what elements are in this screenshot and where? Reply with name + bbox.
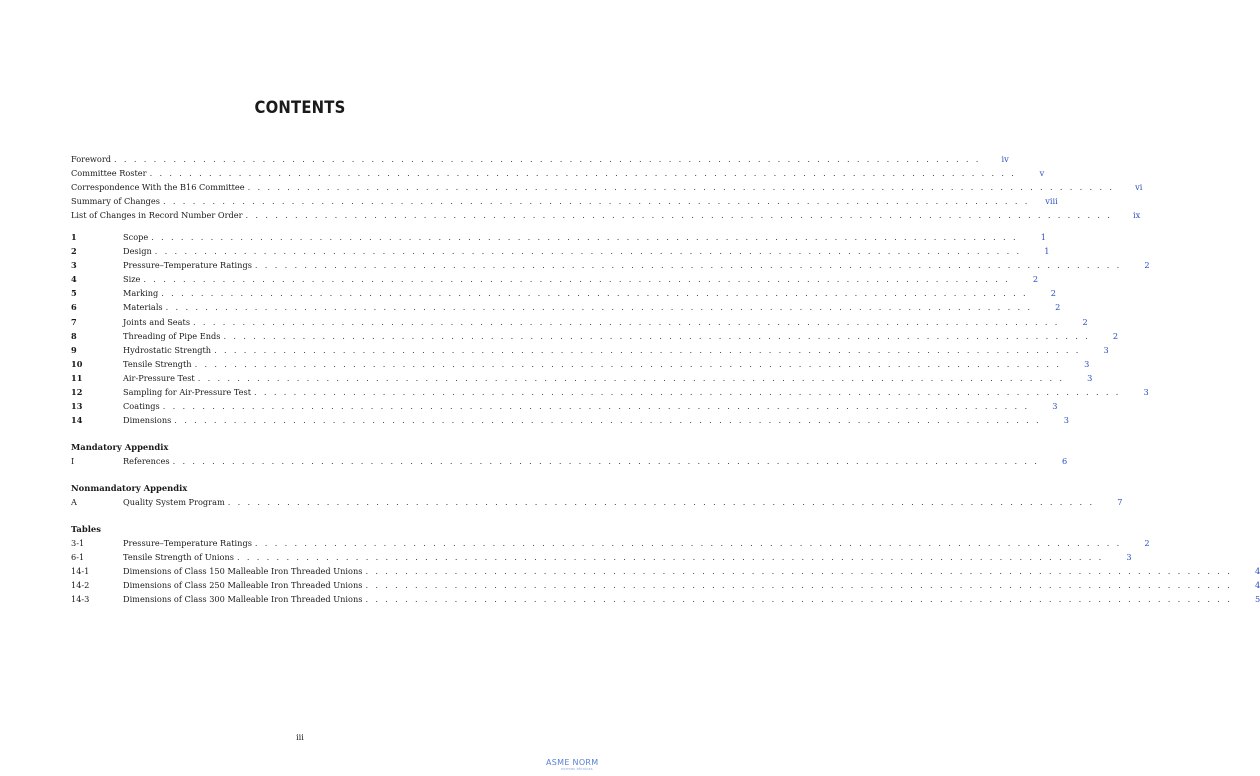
toc-entry[interactable]	[71, 343, 1109, 357]
dot-leader: . . . . . . . . . . . . . . . . . . . . . . . . . . . . . . . . . . . . . . . . . . . . . . . . . . . . . . . . . . . . . . . . . . . . . . . . . . . . . . . . . . . . . . . .	[254, 538, 1122, 549]
dot-leader: . . . . . . . . . . . . . . . . . . . . . . . . . . . . . . . . . . . . . . . . . . . . . . . . . . . . . . . . . . . . . . . . . . . . . . . . . . . . . . . . . . . . . . . .	[149, 168, 1017, 179]
toc-entry[interactable]	[71, 286, 1056, 300]
page-link[interactable]: 2	[1144, 538, 1150, 549]
tables-list	[71, 536, 1260, 606]
dot-leader: . . . . . . . . . . . . . . . . . . . . . . . . . . . . . . . . . . . . . . . . . . . . . . . . . . . . . . . . . . . . . . . . . . . . . . . . . . . . . . . . . . . . . . . .	[151, 232, 1018, 243]
toc-entry[interactable]	[71, 550, 1132, 564]
page-link[interactable]: 1	[1044, 246, 1050, 257]
tables-heading: Tables	[71, 524, 101, 535]
toc-entry[interactable]	[71, 272, 1039, 286]
page-title: CONTENTS	[254, 98, 346, 117]
entry-number: 13	[71, 400, 83, 411]
dot-leader: . . . . . . . . . . . . . . . . . . . . . . . . . . . . . . . . . . . . . . . . . . . . . . . . . . . . . . . . . . . . . . . . . . . . . . . . . . . . . . . . . . . . . . . .	[143, 274, 1011, 285]
toc-entry[interactable]	[71, 208, 1141, 222]
toc-entry[interactable]	[71, 300, 1061, 314]
entry-label: Dimensions of Class 250 Malleable Iron Threaded Unions	[123, 580, 363, 591]
entry-number: 5	[71, 288, 77, 299]
page-link[interactable]: 1	[1040, 232, 1046, 243]
entry-number: 12	[71, 386, 83, 397]
mandatory-appendix-list	[71, 454, 1068, 468]
entry-label: Tensile Strength	[123, 358, 192, 369]
entry-label: Size	[123, 274, 141, 285]
page-link[interactable]: 3	[1143, 386, 1149, 397]
page-number: iii	[296, 732, 304, 742]
page-link[interactable]: 3	[1126, 552, 1132, 563]
dot-leader: . . . . . . . . . . . . . . . . . . . . . . . . . . . . . . . . . . . . . . . . . . . . . . . . . . . . . . . . . . . . . . . . . . . . . . . . . . . . . . . . . . . . . . . .	[227, 497, 1095, 508]
toc-entry[interactable]	[71, 578, 1260, 592]
page-link[interactable]: 2	[1055, 302, 1061, 313]
entry-number: 14-2	[71, 580, 90, 591]
watermark-subtext: normas técnicas	[561, 767, 593, 771]
dot-leader: . . . . . . . . . . . . . . . . . . . . . . . . . . . . . . . . . . . . . . . . . . . . . . . . . . . . . . . . . . . . . . . . . . . . . . . . . . . . . . . . . . . . . . . .	[162, 196, 1030, 207]
toc-entry[interactable]	[71, 230, 1046, 244]
entry-label: Dimensions of Class 150 Malleable Iron Threaded Unions	[123, 566, 363, 577]
entry-number: 14	[71, 414, 83, 425]
toc-entry[interactable]	[71, 244, 1050, 258]
entry-label: Design	[123, 246, 152, 257]
entry-number: 2	[71, 246, 77, 257]
entry-number: 14-3	[71, 594, 90, 605]
entry-label: Materials	[123, 302, 163, 313]
page-link[interactable]: 4	[1254, 566, 1260, 577]
entry-number: 3	[71, 260, 77, 271]
toc-entry[interactable]	[71, 166, 1045, 180]
entry-number: A	[71, 497, 77, 508]
dot-leader: . . . . . . . . . . . . . . . . . . . . . . . . . . . . . . . . . . . . . . . . . . . . . . . . . . . . . . . . . . . . . . . . . . . . . . . . . . . . . . . . . . . . . . . .	[247, 182, 1115, 193]
dot-leader: . . . . . . . . . . . . . . . . . . . . . . . . . . . . . . . . . . . . . . . . . . . . . . . . . . . . . . . . . . . . . . . . . . . . . . . . . . . . . . . . . . . . . . . .	[193, 316, 1060, 327]
toc-entry[interactable]	[71, 371, 1093, 385]
table-of-contents	[71, 152, 1260, 606]
dot-leader: . . . . . . . . . . . . . . . . . . . . . . . . . . . . . . . . . . . . . . . . . . . . . . . . . . . . . . . . . . . . . . . . . . . . . . . . . . . . . . . . . . . . . . . .	[161, 288, 1028, 299]
page-link[interactable]: 6	[1062, 455, 1068, 466]
toc-entry[interactable]	[71, 454, 1068, 468]
entry-label: Committee Roster	[71, 168, 147, 179]
entry-label: Dimensions	[123, 414, 172, 425]
entry-label: Threading of Pipe Ends	[123, 330, 221, 341]
entry-label: Marking	[123, 288, 159, 299]
entry-label: Dimensions of Class 300 Malleable Iron Threaded Unions	[123, 594, 363, 605]
dot-leader: . . . . . . . . . . . . . . . . . . . . . . . . . . . . . . . . . . . . . . . . . . . . . . . . . . . . . . . . . . . . . . . . . . . . . . . . . . . . . . . . . . . . . . . .	[114, 154, 981, 164]
dot-leader: . . . . . . . . . . . . . . . . . . . . . . . . . . . . . . . . . . . . . . . . . . . . . . . . . . . . . . . . . . . . . . . . . . . . . . . . . . . . . . . . . . . . . . . .	[365, 594, 1233, 605]
entry-label: References	[123, 455, 170, 466]
nonmandatory-appendix-list	[71, 495, 1123, 509]
entry-label: Hydrostatic Strength	[123, 344, 212, 355]
dot-leader: . . . . . . . . . . . . . . . . . . . . . . . . . . . . . . . . . . . . . . . . . . . . . . . . . . . . . . . . . . . . . . . . . . . . . . . . . . . . . . . . . . . . . . . .	[154, 246, 1022, 257]
entry-number: 11	[71, 372, 83, 383]
dot-leader: . . . . . . . . . . . . . . . . . . . . . . . . . . . . . . . . . . . . . . . . . . . . . . . . . . . . . . . . . . . . . . . . . . . . . . . . . . . . . . . . . . . . . . . .	[254, 260, 1122, 271]
dot-leader: . . . . . . . . . . . . . . . . . . . . . . . . . . . . . . . . . . . . . . . . . . . . . . . . . . . . . . . . . . . . . . . . . . . . . . . . . . . . . . . . . . . . . . . .	[245, 210, 1113, 221]
entry-number: 6-1	[71, 552, 85, 563]
dot-leader: . . . . . . . . . . . . . . . . . . . . . . . . . . . . . . . . . . . . . . . . . . . . . . . . . . . . . . . . . . . . . . . . . . . . . . . . . . . . . . . . . . . . . . . .	[214, 344, 1081, 355]
toc-entry[interactable]	[71, 399, 1058, 413]
page-link[interactable]: 2	[1144, 260, 1150, 271]
entry-label: Joints and Seats	[123, 316, 191, 327]
page-link[interactable]: 3	[1063, 414, 1069, 425]
entry-number: 10	[71, 358, 83, 369]
entry-label: Pressure–Temperature Ratings	[123, 538, 252, 549]
dot-leader: . . . . . . . . . . . . . . . . . . . . . . . . . . . . . . . . . . . . . . . . . . . . . . . . . . . . . . . . . . . . . . . . . . . . . . . . . . . . . . . . . . . . . . . .	[223, 330, 1091, 341]
page-link[interactable]: 3	[1084, 358, 1090, 369]
toc-entry[interactable]	[71, 592, 1260, 606]
dot-leader: . . . . . . . . . . . . . . . . . . . . . . . . . . . . . . . . . . . . . . . . . . . . . . . . . . . . . . . . . . . . . . . . . . . . . . . . . . . . . . . . . . . . . . . .	[236, 552, 1104, 563]
page-link[interactable]: 7	[1117, 497, 1123, 508]
toc-entry[interactable]	[71, 315, 1088, 329]
dot-leader: . . . . . . . . . . . . . . . . . . . . . . . . . . . . . . . . . . . . . . . . . . . . . . . . . . . . . . . . . . . . . . . . . . . . . . . . . . . . . . . . . . . . . . . .	[162, 400, 1030, 411]
entry-number: 8	[71, 330, 77, 341]
entry-label: List of Changes in Record Number Order	[71, 210, 243, 221]
dot-leader: . . . . . . . . . . . . . . . . . . . . . . . . . . . . . . . . . . . . . . . . . . . . . . . . . . . . . . . . . . . . . . . . . . . . . . . . . . . . . . . . . . . . . . . .	[194, 358, 1062, 369]
toc-entry[interactable]	[71, 564, 1260, 578]
toc-entry[interactable]	[71, 495, 1123, 509]
page-link[interactable]: 2	[1032, 274, 1039, 285]
page-link[interactable]: vi	[1135, 182, 1143, 193]
toc-entry[interactable]	[71, 413, 1069, 427]
entry-label: Air-Pressure Test	[123, 372, 195, 383]
page-link[interactable]: 3	[1103, 344, 1109, 355]
entry-label: Sampling for Air-Pressure Test	[123, 386, 252, 397]
entry-number: 9	[71, 344, 77, 355]
dot-leader: . . . . . . . . . . . . . . . . . . . . . . . . . . . . . . . . . . . . . . . . . . . . . . . . . . . . . . . . . . . . . . . . . . . . . . . . . . . . . . . . . . . . . . . .	[365, 580, 1233, 591]
entry-label: Quality System Program	[123, 497, 225, 508]
toc-entry[interactable]	[71, 152, 1009, 166]
entry-number: 4	[71, 274, 77, 285]
entry-number: 6	[71, 302, 77, 313]
watermark-logo	[546, 758, 599, 771]
page-link[interactable]: ix	[1132, 210, 1141, 221]
entry-label: Correspondence With the B16 Committee	[71, 182, 245, 193]
page-link[interactable]: 2	[1050, 288, 1056, 299]
page-link[interactable]: 2	[1112, 330, 1119, 341]
toc-entry[interactable]	[71, 329, 1119, 343]
dot-leader: . . . . . . . . . . . . . . . . . . . . . . . . . . . . . . . . . . . . . . . . . . . . . . . . . . . . . . . . . . . . . . . . . . . . . . . . . . . . . . . . . . . . . . . .	[365, 566, 1233, 577]
entry-label: Pressure–Temperature Ratings	[123, 260, 252, 271]
toc-entry[interactable]	[71, 536, 1150, 550]
page-link[interactable]: v	[1039, 168, 1045, 179]
page-link[interactable]: viii	[1045, 196, 1058, 207]
watermark-text: ASME NORM	[546, 758, 599, 767]
page-link[interactable]: 2	[1082, 316, 1088, 327]
toc-entry[interactable]	[71, 258, 1150, 272]
toc-entry[interactable]	[71, 357, 1090, 371]
page-link[interactable]: 3	[1087, 372, 1093, 383]
entry-label: Tensile Strength of Unions	[123, 552, 234, 563]
toc-entry[interactable]	[71, 385, 1149, 399]
toc-entry[interactable]	[71, 180, 1143, 194]
page-link[interactable]: 5	[1254, 594, 1260, 605]
entry-number: 1	[71, 232, 77, 243]
entry-number: 3-1	[71, 538, 85, 549]
dot-leader: . . . . . . . . . . . . . . . . . . . . . . . . . . . . . . . . . . . . . . . . . . . . . . . . . . . . . . . . . . . . . . . . . . . . . . . . . . . . . . . . . . . . . . . .	[165, 302, 1033, 313]
dot-leader: . . . . . . . . . . . . . . . . . . . . . . . . . . . . . . . . . . . . . . . . . . . . . . . . . . . . . . . . . . . . . . . . . . . . . . . . . . . . . . . . . . . . . . . .	[197, 372, 1065, 383]
entry-number: I	[71, 455, 75, 466]
entry-label: Coatings	[123, 400, 160, 411]
entry-label: Summary of Changes	[71, 196, 160, 207]
entry-number: 14-1	[71, 566, 90, 577]
page-link[interactable]: iv	[1001, 154, 1009, 164]
entry-label: Foreword	[71, 154, 112, 164]
page-link[interactable]: 3	[1052, 400, 1058, 411]
dot-leader: . . . . . . . . . . . . . . . . . . . . . . . . . . . . . . . . . . . . . . . . . . . . . . . . . . . . . . . . . . . . . . . . . . . . . . . . . . . . . . . . . . . . . . . .	[254, 386, 1121, 397]
entry-number: 7	[71, 316, 77, 327]
page-link[interactable]: 4	[1254, 580, 1260, 591]
entry-label: Scope	[123, 232, 149, 243]
dot-leader: . . . . . . . . . . . . . . . . . . . . . . . . . . . . . . . . . . . . . . . . . . . . . . . . . . . . . . . . . . . . . . . . . . . . . . . . . . . . . . . . . . . . . . . .	[174, 414, 1041, 425]
dot-leader: . . . . . . . . . . . . . . . . . . . . . . . . . . . . . . . . . . . . . . . . . . . . . . . . . . . . . . . . . . . . . . . . . . . . . . . . . . . . . . . . . . . . . . . .	[172, 455, 1040, 466]
front-matter-list	[71, 152, 1143, 222]
toc-entry[interactable]	[71, 194, 1058, 208]
nonmandatory-appendix-heading: Nonmandatory Appendix	[71, 482, 188, 493]
mandatory-appendix-heading: Mandatory Appendix	[71, 441, 169, 452]
sections-list	[71, 230, 1150, 427]
